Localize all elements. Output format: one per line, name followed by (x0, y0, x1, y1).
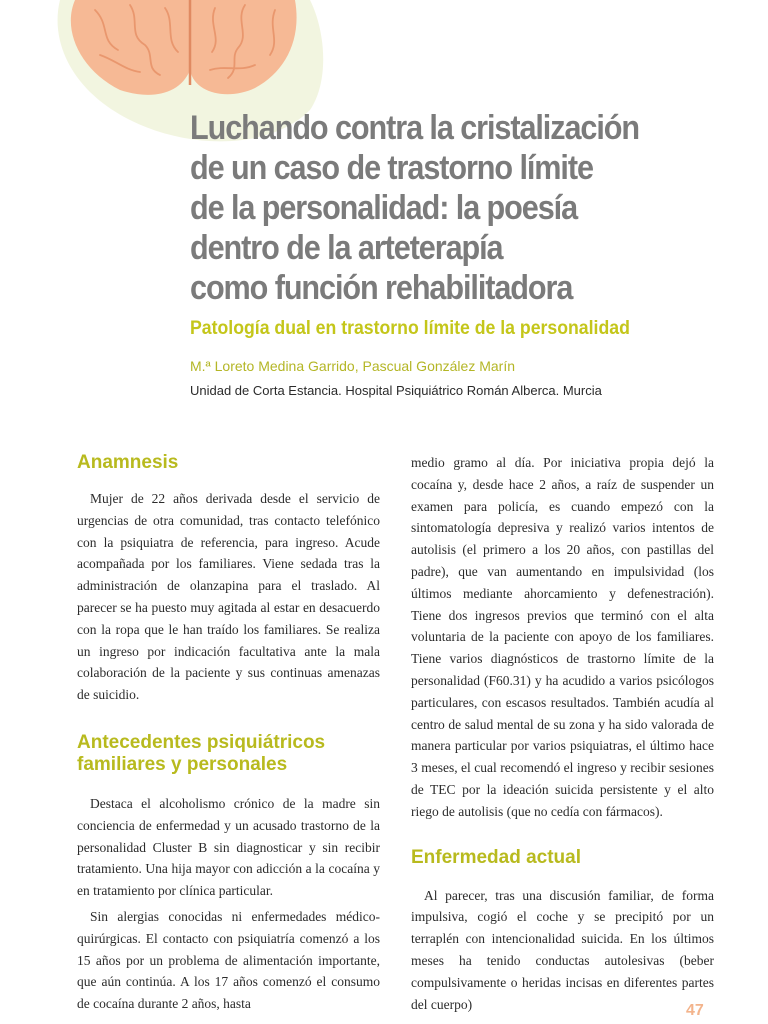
title-line: Luchando contra la cristalización (190, 109, 639, 147)
title-line: dentro de la arteterapía (190, 229, 503, 267)
antecedentes-paragraph: Sin alergias conocidas ni enfermedades médico-quirúrgicas. El contacto con psiquiatría comenzó a los 15 años por un problema de alimentación importante, que aún continúa. A los 17 años comenzó el consumo de cocaína durante 2 años, hasta (77, 908, 380, 1012)
title-line: de la personalidad: la poesía (190, 189, 578, 227)
page-number: 47 (686, 1002, 704, 1019)
right-column (411, 452, 714, 1015)
article-authors: M.ª Loreto Medina Garrido, Pascual González Marín (190, 358, 515, 374)
antecedentes-heading-line: Antecedentes psiquiátricos (77, 731, 326, 753)
enfermedad-paragraph: Al parecer, tras una discusión familiar, de forma impulsiva, cogió el coche y se precipitó por un terraplén con intencionalidad suicida. En los últimos meses ha tenido conductas autolesivas (beber compulsivamente o heridas incisas en diferentes partes del cuerpo) (411, 887, 714, 1012)
title-line: como función rehabilitadora (190, 269, 573, 307)
article-subtitle: Patología dual en trastorno límite de la personalidad (190, 318, 630, 339)
enfermedad-heading: Enfermedad actual (411, 846, 581, 868)
anamnesis-heading: Anamnesis (77, 452, 179, 473)
antecedentes-heading-line: familiares y personales (77, 753, 288, 775)
antecedentes-paragraph: Destaca el alcoholismo crónico de la madre sin conciencia de enfermedad y un acusado trastorno de la personalidad Cluster B sin diagnosticar y sin recibir tratamiento. Una hija mayor con adicción a la cocaína y en tratamiento por clínica particular. (77, 795, 380, 899)
anamnesis-paragraph: Mujer de 22 años derivada desde el servicio de urgencias de otra comunidad, tras contacto telefónico con la psiquiatra de referencia, para ingreso. Acude acompañada por los familiares. Viene sedada tras la administración de olanzapina para el traslado. Al parecer se ha puesto muy agitada al estar en desacuerdo con la ropa que le han traído los familiares. Se realiza un ingreso por indicación facultativa ante la mala colaboración de la paciente y sus continuas amenazas de suicidio. (77, 491, 380, 703)
left-column (77, 452, 380, 1015)
antecedentes-heading (77, 732, 380, 776)
article-title (190, 108, 703, 308)
antecedentes-continuation: medio gramo al día. Por iniciativa propia dejó la cocaína y, desde hace 2 años, a raíz de suspender un examen para policía, es cuando empezó con la sintomatología depresiva y realizó varios intentos de autolisis (el primero a los 20 años, con pastillas del padre), que van aumentando en impulsividad (los últimos mediante ahorcamiento y defenestración). Tiene dos ingresos previos que terminó con el alta voluntaria de la paciente con apoyo de los familiares. Tiene varios diagnósticos de trastorno límite de la personalidad (F60.31) y ha acudido a varios psicólogos particulares, con escasos resultados. También acudía al centro de salud mental de su zona y ha sido valorada de manera particular por varios psiquiatras, el último hace 3 meses, el cual recomendó el ingreso y recibir sesiones de TEC por la ideación suicida persistente y el alto riego de autolisis (que no cedía con fármacos). (411, 455, 714, 819)
title-line: de un caso de trastorno límite (190, 149, 593, 187)
article-affiliation: Unidad de Corta Estancia. Hospital Psiquiátrico Román Alberca. Murcia (190, 383, 602, 398)
